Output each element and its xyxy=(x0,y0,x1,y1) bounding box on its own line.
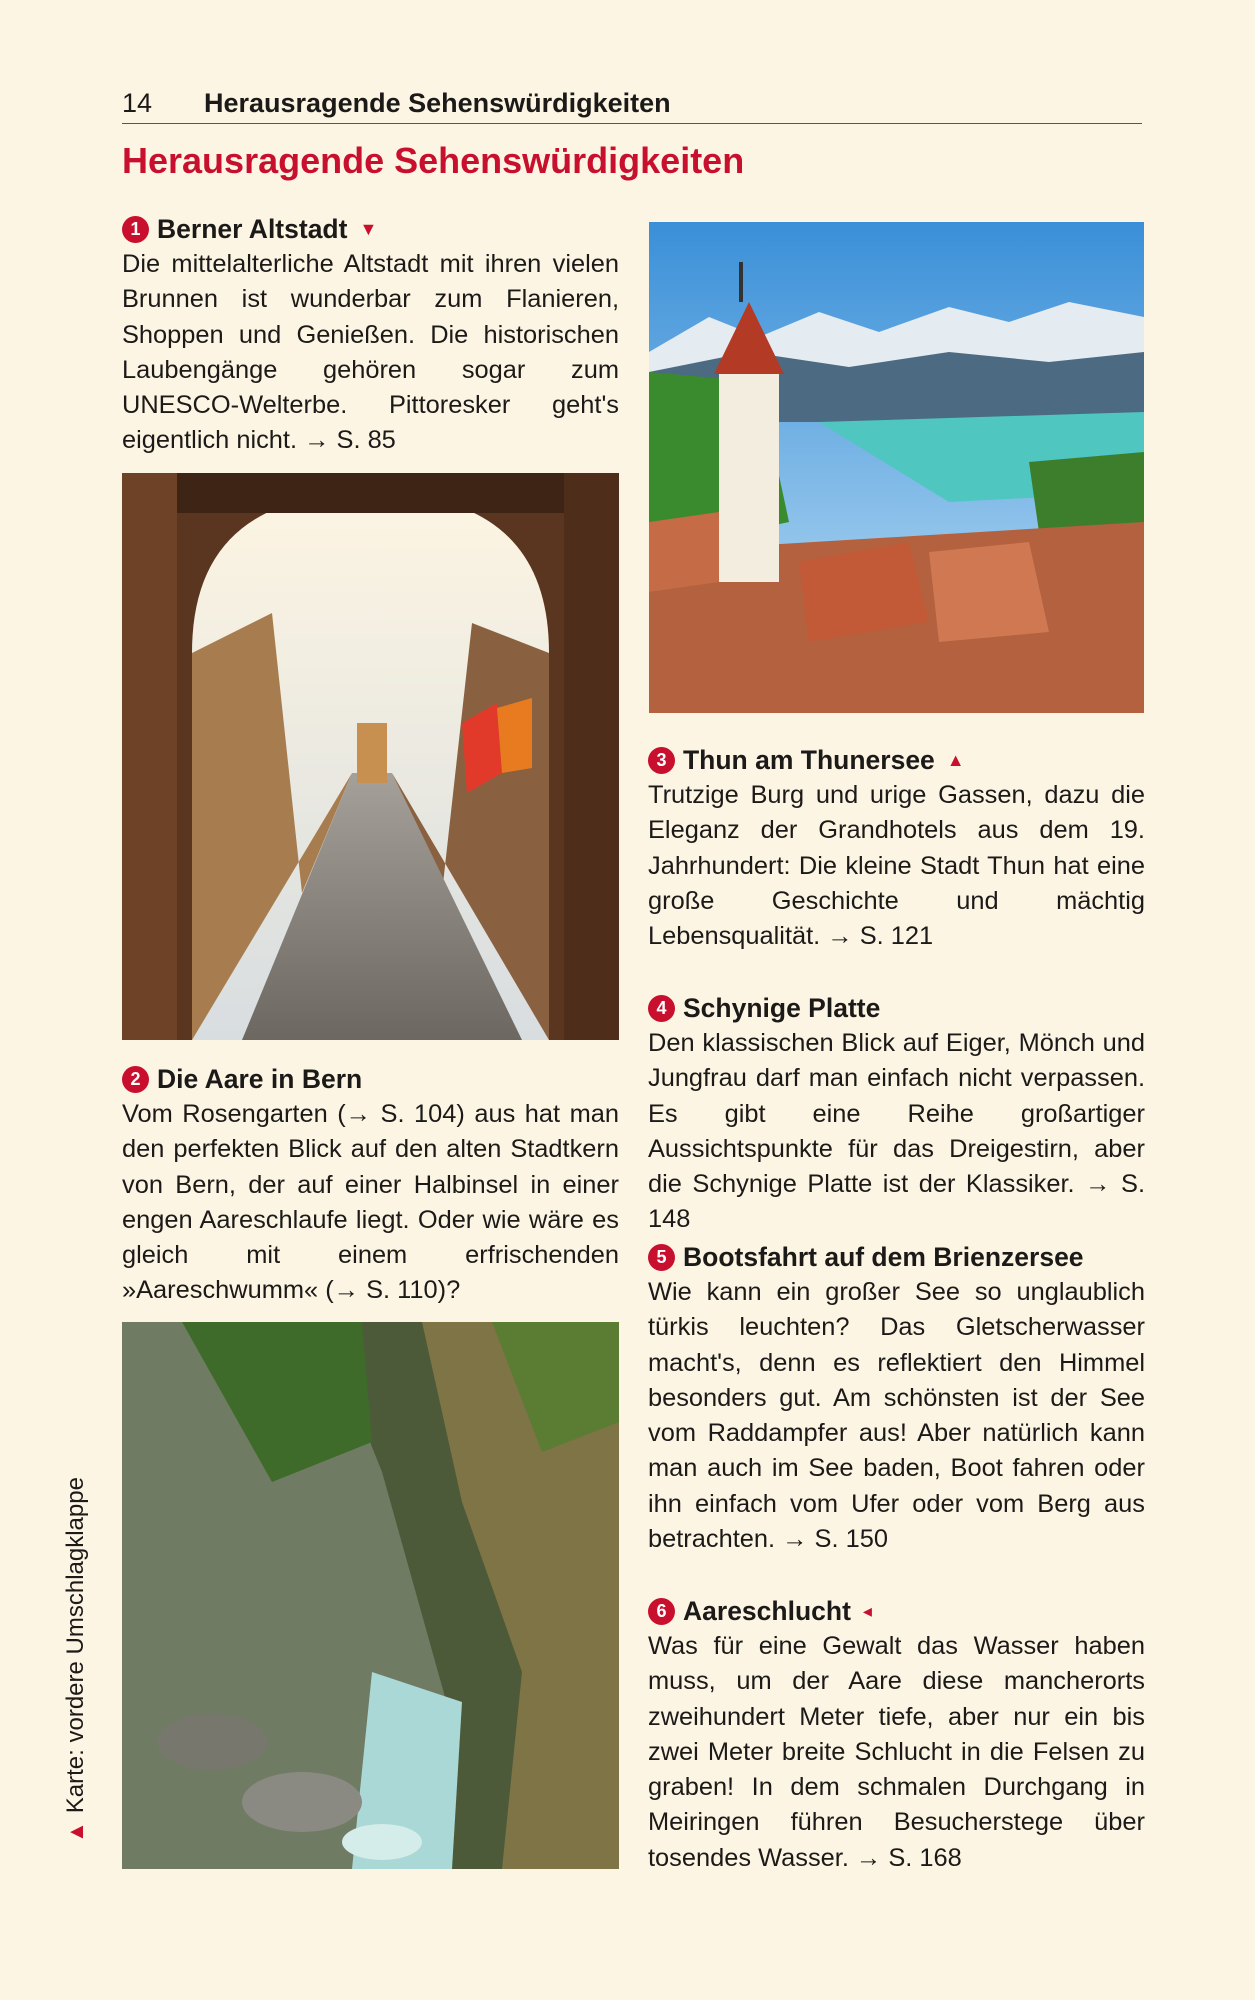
entry-title: Die Aare in Bern xyxy=(157,1064,363,1094)
entry-number-badge: 6 xyxy=(648,1598,675,1625)
map-reference-sidebar xyxy=(62,1477,90,1843)
page-title: Herausragende Sehenswürdigkeiten xyxy=(122,140,745,181)
entry-text: Vom Rosengarten (→ S. 104) aus hat man den perfekten Blick auf den alten Stadtkern von Bern, der auf einer Halbinsel in einer engen Aareschlaufe liegt. Oder wie wäre es gleich mit einem erfrischenden »Aareschwumm« (→ S. 110)? xyxy=(122,1100,619,1305)
photo-aareschlucht-gorge xyxy=(122,1322,619,1869)
running-head xyxy=(122,86,1142,124)
entry-title: Thun am Thunersee xyxy=(683,745,935,775)
entry-title: Aareschlucht xyxy=(683,1596,851,1626)
entry-berner-altstadt xyxy=(122,212,619,459)
entry-aareschlucht xyxy=(648,1594,1145,1876)
entry-number-badge: 4 xyxy=(648,995,675,1022)
map-marker-down-icon: ▼ xyxy=(359,219,378,239)
entry-number-badge: 2 xyxy=(122,1066,149,1093)
entry-heading xyxy=(122,212,619,247)
entry-text: Was für eine Gewalt das Wasser haben muss, um der Aare diese mancherorts zweihundert Meter tiefe, aber nur ein bis zwei Meter breite Schlucht in die Felsen zu graben! In dem schmalen Durchgang in Meiringen führen Besucherstege über tosendes Wasser. → S. 168 xyxy=(648,1632,1145,1872)
entry-number-badge: 5 xyxy=(648,1244,675,1271)
entry-title: Bootsfahrt auf dem Brienzersee xyxy=(683,1242,1084,1272)
entry-text: Trutzige Burg und urige Gassen, dazu die Eleganz der Grandhotels aus dem 19. Jahrhundert: Die kleine Stadt Thun hat eine große Geschichte und mächtig Lebensqualität. → S. 121 xyxy=(648,781,1145,951)
entry-heading xyxy=(648,991,1145,1026)
entry-bootsfahrt-brienzersee xyxy=(648,1240,1145,1557)
entry-heading xyxy=(648,743,1145,778)
page-number: 14 xyxy=(122,88,153,118)
entry-title: Berner Altstadt xyxy=(157,214,348,244)
entry-heading xyxy=(648,1240,1145,1275)
entry-text: Den klassischen Blick auf Eiger, Mönch und Jungfrau darf man einfach nicht verpassen. Es gibt eine Reihe großartiger Aussichtspunkte für das Dreigestirn, aber die Schynige Platte ist der Klassiker. → S. 148 xyxy=(648,1029,1145,1234)
entry-text: Die mittelalterliche Altstadt mit ihren vielen Brunnen ist wunderbar zum Flanieren, Shoppen und Genießen. Die historischen Laubengänge gehören sogar zum UNESCO-Welterbe. Pittoresker geht's eigentlich nicht. → S. 85 xyxy=(122,250,619,455)
entry-number-badge: 1 xyxy=(122,216,149,243)
running-head-title: Herausragende Sehenswürdigkeiten xyxy=(204,88,671,118)
entry-thun-am-thunersee xyxy=(648,743,1145,954)
map-marker-up-icon: ▲ xyxy=(946,750,965,770)
entry-heading xyxy=(122,1062,619,1097)
sidebar-marker-icon: ▲ xyxy=(63,1821,88,1843)
entry-text: Wie kann ein großer See so unglaublich türkis leuchten? Das Gletscherwasser macht's, denn es reflektiert den Himmel besonders gut. Am schönsten ist der See vom Raddampfer aus! Aber natürlich kann man auch im See baden, Boot fahren oder ihn einfach vom Ufer oder vom Berg aus betrachten. → S. 150 xyxy=(648,1278,1145,1554)
entry-title: Schynige Platte xyxy=(683,993,881,1023)
sidebar-text: Karte: vordere Umschlagklappe xyxy=(62,1477,89,1814)
entry-schynige-platte xyxy=(648,991,1145,1238)
photo-thun-thunersee xyxy=(649,222,1144,713)
map-marker-left-icon: ◂ xyxy=(862,1601,872,1621)
entry-aare-in-bern xyxy=(122,1062,619,1309)
photo-berner-altstadt-arch xyxy=(122,473,619,1040)
entry-number-badge: 3 xyxy=(648,747,675,774)
entry-heading xyxy=(648,1594,1145,1629)
